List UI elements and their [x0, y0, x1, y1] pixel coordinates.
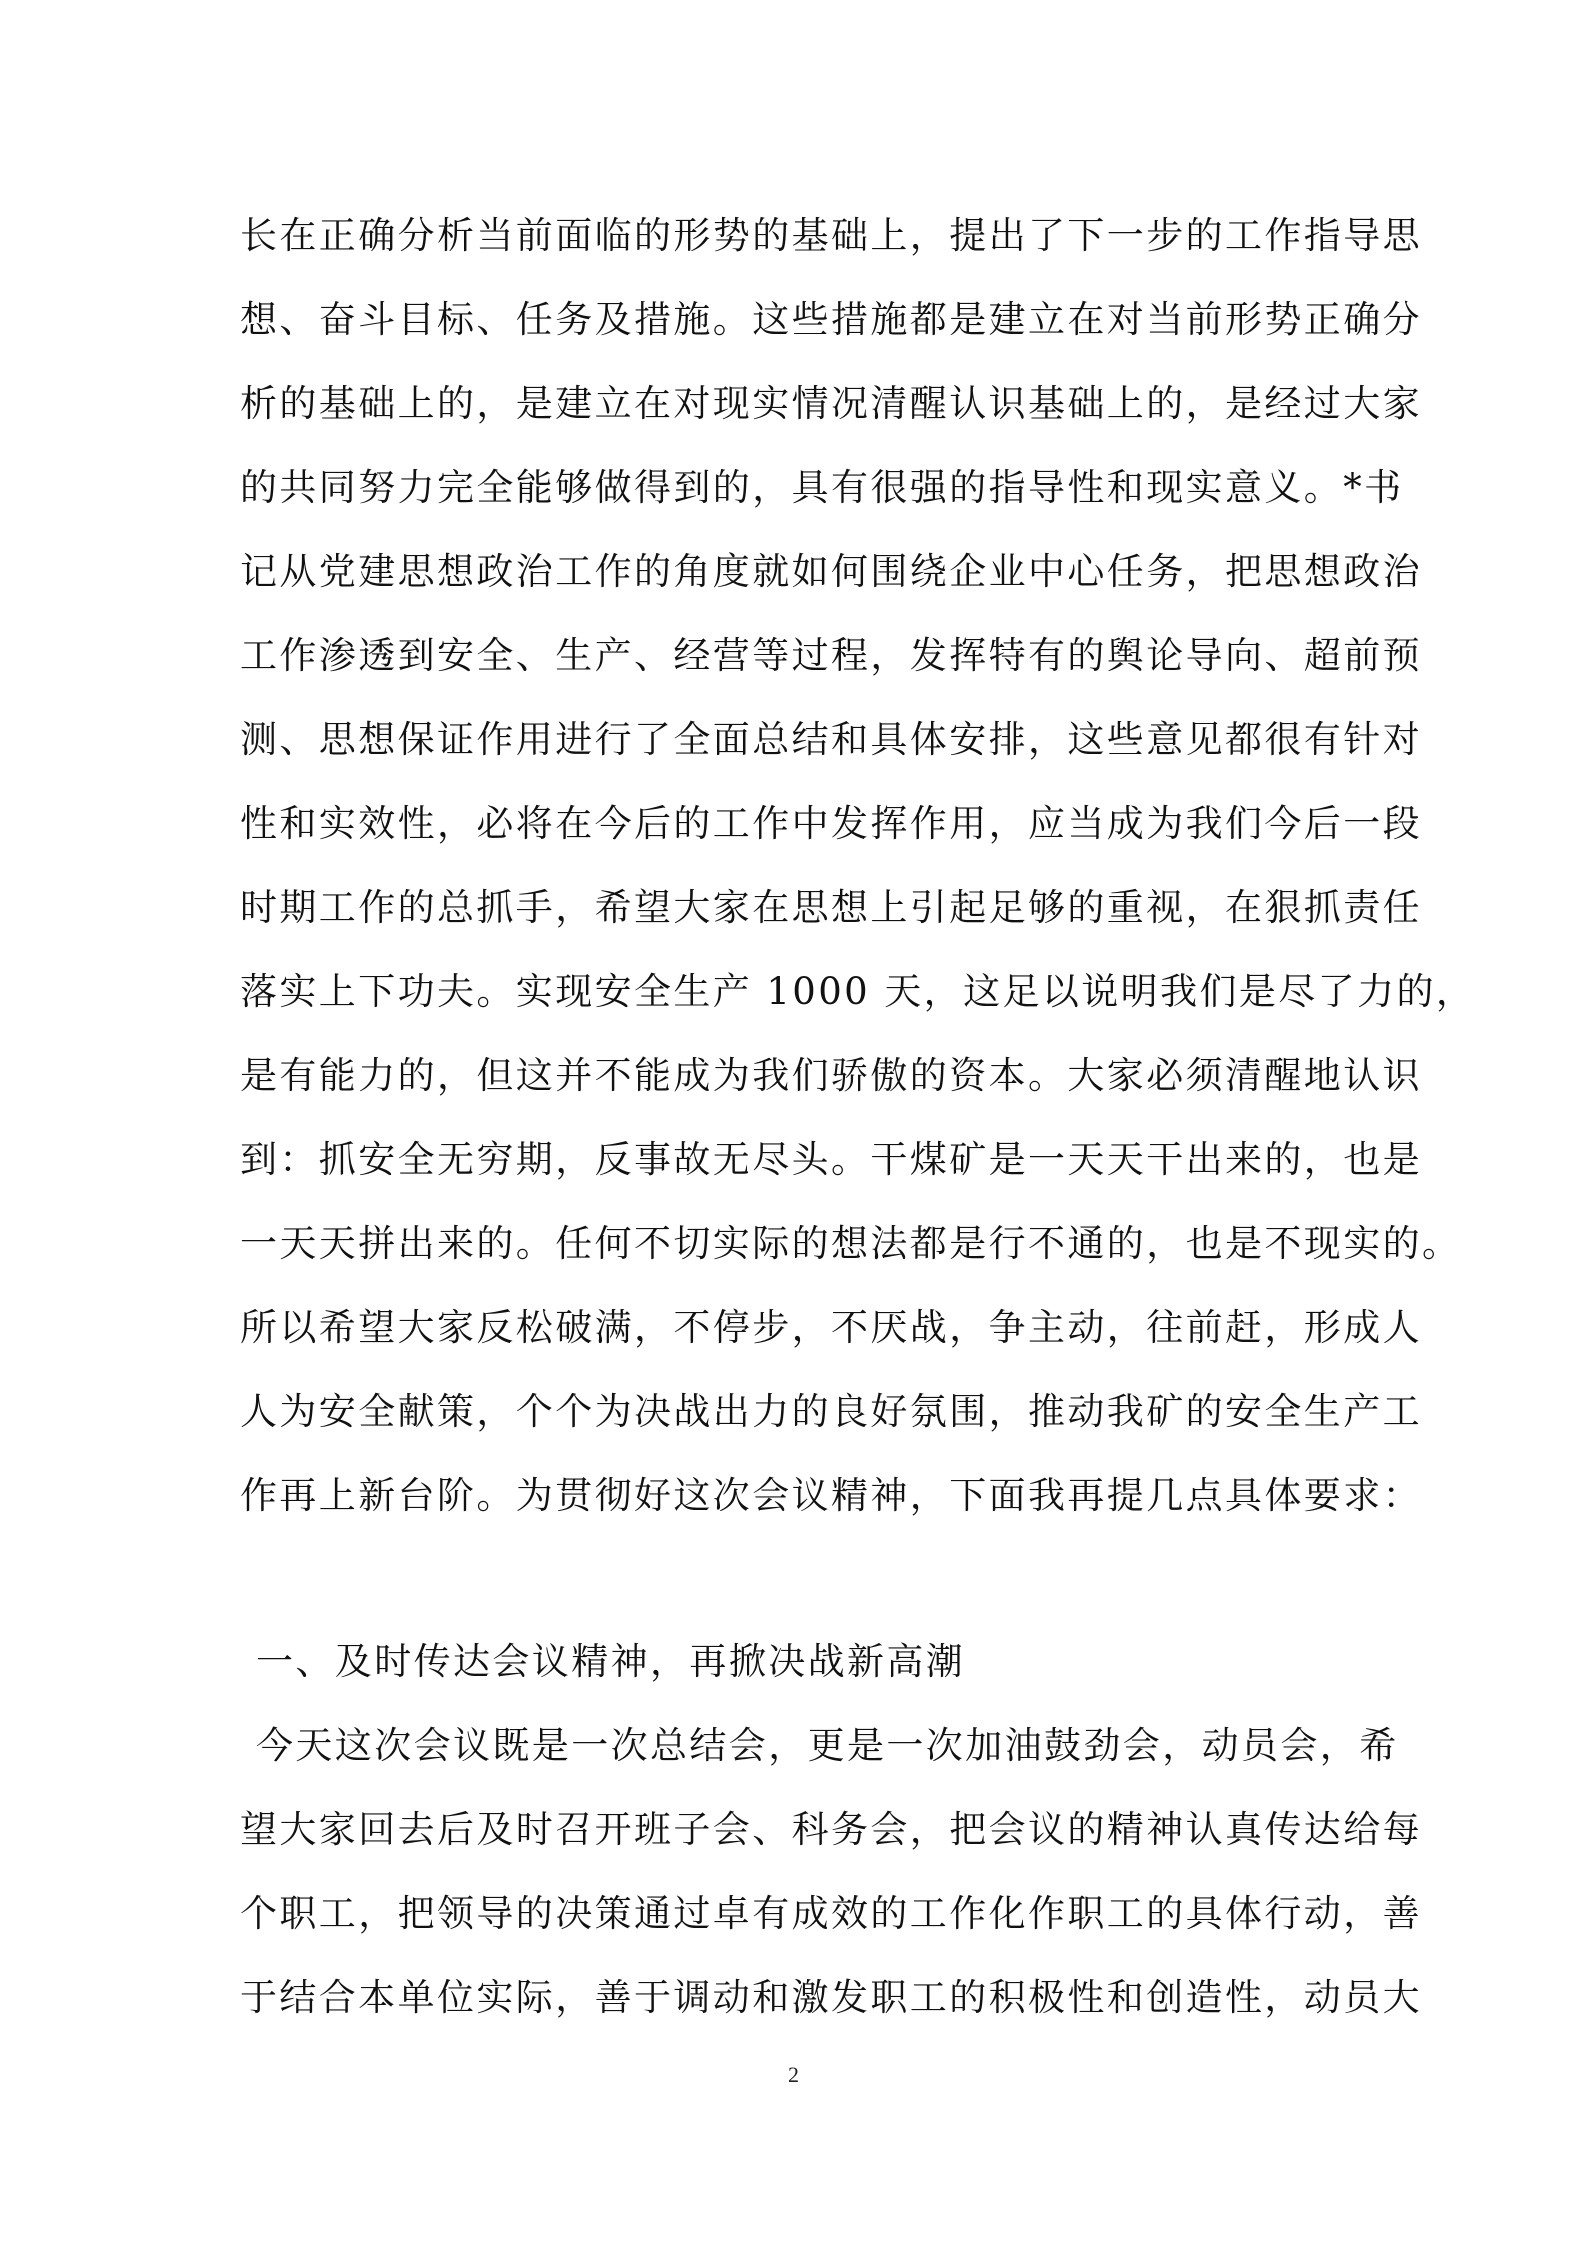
paragraph-line: 测、思想保证作用进行了全面总结和具体安排，这些意见都很有针对	[240, 718, 1422, 761]
paragraph-line: 到：抓安全无穷期，反事故无尽头。干煤矿是一天天干出来的，也是	[240, 1138, 1422, 1181]
paragraph-line: 想、奋斗目标、任务及措施。这些措施都是建立在对当前形势正确分	[240, 298, 1422, 341]
paragraph-line: 落实上下功夫。实现安全生产 1000 天，这足以说明我们是尽了力的，	[240, 970, 1476, 1013]
paragraph-line: 工作渗透到安全、生产、经营等过程，发挥特有的舆论导向、超前预	[240, 634, 1422, 677]
paragraph-line: 长在正确分析当前面临的形势的基础上，提出了下一步的工作指导思	[240, 214, 1422, 257]
paragraph-line: 望大家回去后及时召开班子会、科务会，把会议的精神认真传达给每	[240, 1808, 1422, 1851]
section-heading: 一、及时传达会议精神，再掀决战新高潮	[256, 1640, 966, 1683]
paragraph-line: 个职工，把领导的决策通过卓有成效的工作化作职工的具体行动，善	[240, 1892, 1422, 1935]
paragraph-line: 所以希望大家反松破满，不停步，不厌战，争主动，往前赶，形成人	[240, 1306, 1422, 1349]
paragraph-line: 今天这次会议既是一次总结会，更是一次加油鼓劲会，动员会，希	[256, 1724, 1399, 1767]
paragraph-line: 一天天拼出来的。任何不切实际的想法都是行不通的，也是不现实的。	[240, 1222, 1462, 1265]
paragraph-line: 于结合本单位实际，善于调动和激发职工的积极性和创造性，动员大	[240, 1976, 1422, 2019]
paragraph-line: 析的基础上的，是建立在对现实情况清醒认识基础上的，是经过大家	[240, 382, 1422, 425]
paragraph-line: 性和实效性，必将在今后的工作中发挥作用，应当成为我们今后一段	[240, 802, 1422, 845]
page-number: 2	[788, 2062, 799, 2087]
paragraph-line: 记从党建思想政治工作的角度就如何围绕企业中心任务，把思想政治	[240, 550, 1422, 593]
paragraph-line: 的共同努力完全能够做得到的，具有很强的指导性和现实意义。*书	[240, 466, 1404, 509]
paragraph-line: 作再上新台阶。为贯彻好这次会议精神，下面我再提几点具体要求：	[240, 1474, 1422, 1517]
paragraph-line: 是有能力的，但这并不能成为我们骄傲的资本。大家必须清醒地认识	[240, 1054, 1422, 1097]
paragraph-line: 时期工作的总抓手，希望大家在思想上引起足够的重视，在狠抓责任	[240, 886, 1422, 929]
paragraph-line: 人为安全献策，个个为决战出力的良好氛围，推动我矿的安全生产工	[240, 1390, 1422, 1433]
